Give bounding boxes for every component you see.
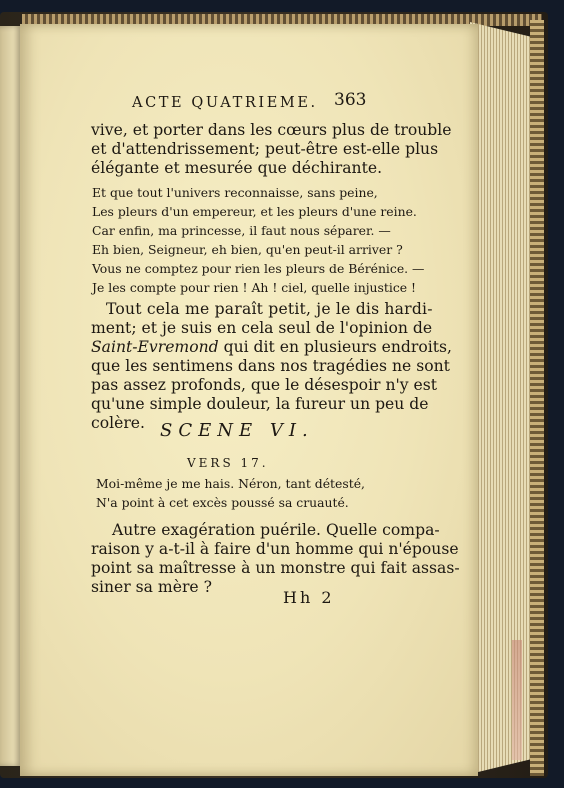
paragraph-line: colère.: [91, 414, 145, 432]
verse-line: Eh bien, Seigneur, eh bien, qu'en peut-il arriver ?: [92, 242, 403, 257]
running-title: ACTE QUATRIEME.: [132, 95, 318, 111]
signature-mark: Hh 2: [283, 588, 335, 607]
verse-line: Les pleurs d'un empereur, et les pleurs d'une reine.: [92, 204, 417, 219]
left-page-edge: [0, 26, 22, 766]
paragraph-line: élégante et mesurée que déchirante.: [91, 159, 383, 177]
verse-line: N'a point à cet excès poussé sa cruauté.: [96, 495, 349, 510]
paragraph-line: point sa maîtresse à un monstre qui fait assas-: [91, 559, 460, 577]
paragraph-line: raison y a-t-il à faire d'un homme qui n'épouse: [91, 540, 459, 558]
scene-title: SCENE VI.: [160, 420, 314, 441]
verse-line: Je les compte pour rien ! Ah ! ciel, quelle injustice !: [92, 280, 417, 295]
red-page-marker: [512, 640, 522, 760]
binding-edge: [530, 20, 544, 776]
page-number: 363: [334, 90, 367, 110]
italic-name: Saint-Evremond: [91, 338, 219, 356]
paragraph-line: et d'attendrissement; peut-être est-elle plus: [91, 140, 439, 158]
verse-line: Et que tout l'univers reconnaisse, sans peine,: [92, 185, 378, 200]
page-stack-edge: [470, 22, 532, 774]
paragraph-line: qu'une simple douleur, la fureur un peu de: [91, 395, 429, 413]
paragraph-line: vive, et porter dans les cœurs plus de trouble: [91, 121, 452, 139]
paragraph-line: Tout cela me paraît petit, je le dis hardi-: [106, 300, 433, 318]
verse-line: Moi-même je me hais. Néron, tant détesté,: [96, 476, 365, 491]
verse-line: Vous ne comptez pour rien les pleurs de Bérénice. —: [92, 261, 425, 276]
paragraph-line: pas assez profonds, que le désespoir n'y est: [91, 376, 438, 394]
paragraph-line: siner sa mère ?: [91, 578, 212, 596]
paragraph-line: que les sentimens dans nos tragédies ne sont: [91, 357, 450, 375]
verse-label: VERS 17.: [187, 456, 269, 470]
paragraph-text: qui dit en plusieurs endroits,: [218, 338, 452, 356]
verse-line: Car enfin, ma princesse, il faut nous séparer. —: [92, 223, 391, 238]
paragraph-line: ment; et je suis en cela seul de l'opinion de: [91, 319, 433, 337]
paragraph-line: [91, 338, 452, 357]
paragraph-line: Autre exagération puérile. Quelle compa-: [112, 521, 440, 539]
